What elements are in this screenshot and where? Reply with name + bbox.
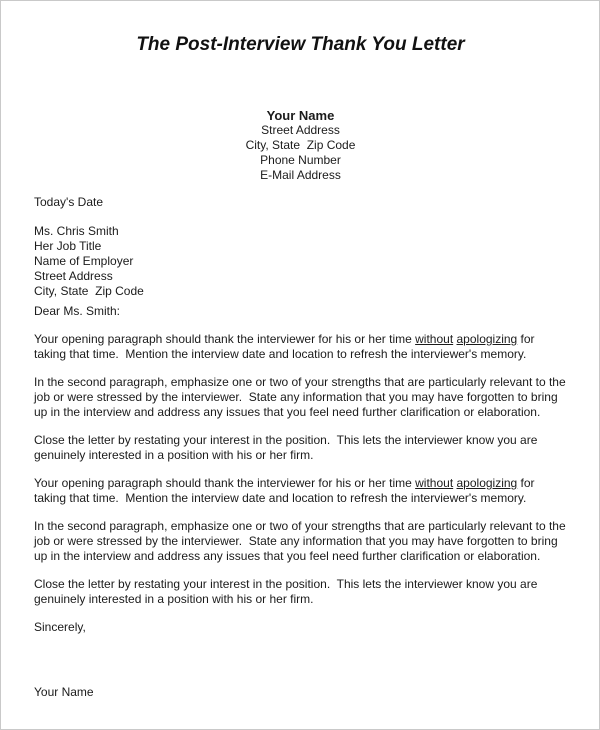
paragraph-text: for taking that time. Mention the interview date and location to refresh the interviewer's memory. — [34, 332, 538, 361]
sender-street-address: Street Address — [261, 123, 340, 137]
document-title: The Post-Interview Thank You Letter — [136, 34, 465, 55]
salutation: Dear Ms. Smith: — [34, 304, 121, 318]
paragraph-text: Close the letter by restating your interest in the position. This lets the interviewer know you are genuinely interested in a position with his or her firm. — [34, 577, 541, 606]
paragraph — [34, 476, 567, 506]
letter-body — [34, 332, 567, 607]
closing: Sincerely, — [34, 620, 86, 634]
paragraph — [34, 332, 567, 362]
paragraph-text: In the second paragraph, emphasize one or two of your strengths that are particularly relevant to the job or were stressed by the interviewer. State any information that you may have forgotten to bring up in the interview and address any issues that you feel need further clarification or elaboration. — [34, 375, 569, 419]
recipient-block — [34, 224, 567, 299]
recipient-street-address: Street Address — [34, 269, 113, 283]
signature-name: Your Name — [34, 685, 94, 699]
sender-phone-number: Phone Number — [260, 153, 341, 167]
sender-block — [34, 108, 567, 183]
underlined-text: apologizing — [456, 476, 518, 490]
underlined-text: without — [415, 476, 454, 490]
paragraph-text: Close the letter by restating your interest in the position. This lets the interviewer know you are genuinely interested in a position with his or her firm. — [34, 433, 541, 462]
paragraph — [34, 433, 567, 463]
sender-email-address: E-Mail Address — [260, 168, 341, 182]
recipient-name: Ms. Chris Smith — [34, 224, 119, 238]
recipient-employer: Name of Employer — [34, 254, 134, 268]
sender-city-state-zip: City, State Zip Code — [245, 138, 356, 152]
recipient-job-title: Her Job Title — [34, 239, 102, 253]
paragraph-text: Your opening paragraph should thank the interviewer for his or her time — [34, 476, 416, 490]
date-line: Today's Date — [34, 195, 103, 209]
paragraph — [34, 519, 567, 564]
paragraph — [34, 375, 567, 420]
recipient-city-state-zip: City, State Zip Code — [34, 284, 144, 298]
paragraph — [34, 577, 567, 607]
paragraph-text: In the second paragraph, emphasize one or two of your strengths that are particularly relevant to the job or were stressed by the interviewer. State any information that you may have forgotten to bring up in the interview and address any issues that you feel need further clarification or elaboration. — [34, 519, 569, 563]
paragraph-text: Your opening paragraph should thank the interviewer for his or her time — [34, 332, 416, 346]
paragraph-text: for taking that time. Mention the interview date and location to refresh the interviewer's memory. — [34, 476, 538, 505]
sender-name: Your Name — [266, 108, 335, 123]
underlined-text: apologizing — [456, 332, 518, 346]
underlined-text: without — [415, 332, 454, 346]
